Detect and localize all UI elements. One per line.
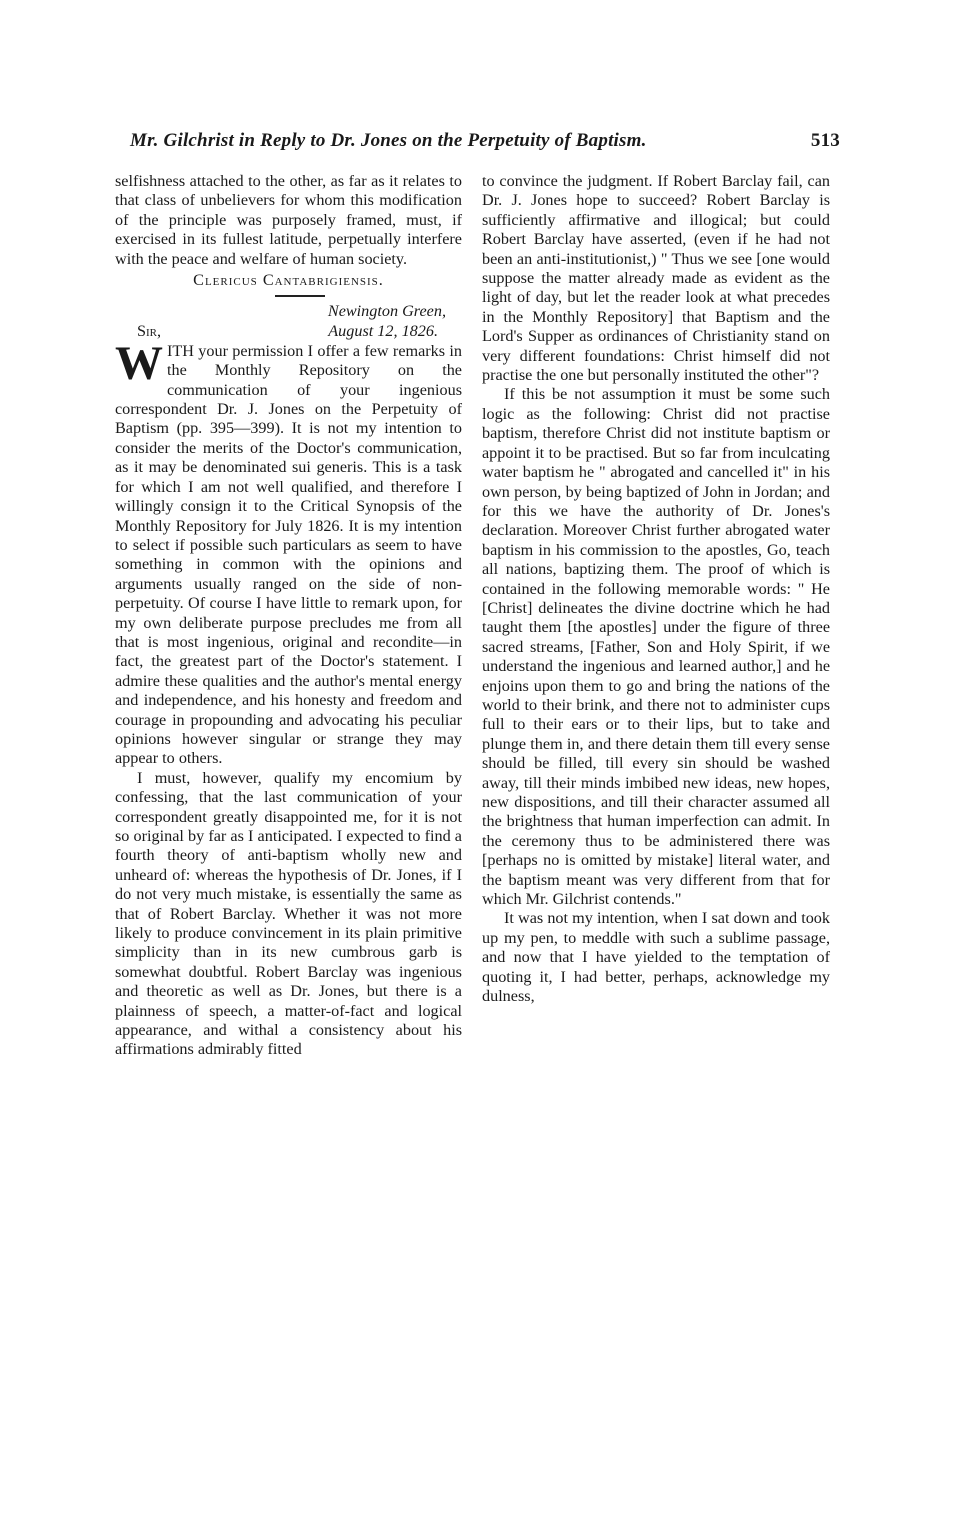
running-title: Mr. Gilchrist in Reply to Dr. Jones on the Perpetuity of Baptism. xyxy=(130,130,647,151)
running-header xyxy=(130,130,840,152)
paragraph: to convince the judgment. If Robert Barclay fail, can Dr. J. Jones hope to succeed? Robert Barclay is sufficiently affirmative and illogical; but could Robert Barclay have asserted, (even if he had not been an anti-institutionist,) " Thus we see [one would suppose the matter already made as evident as the light of day, but let the reader look at what precedes in the Monthly Repository] that Baptism and the Lord's Supper as ordinances of Christianity stand on very different foundations: Christ himself did not practise the one but personally instituted the other"? xyxy=(482,172,830,385)
left-column xyxy=(115,172,462,1060)
dateline-place: Newington Green, xyxy=(327,302,446,321)
separator-rule xyxy=(115,290,462,302)
opening-paragraph xyxy=(115,336,462,769)
paragraph: ITH your permission I offer a few remarks in the Monthly Repository on the communication of your ingenious correspondent Dr. J. Jones on the Perpetuity of Baptism (pp. 395—399). It is not my intention to consider the merits of the Doctor's communication, as it may be denominated sui generis. This is a task for which I am not well qualified, and therefore I willingly consign it to the Critical Synopsis of the Monthly Repository for July 1826. It is my intention to select if possible such particulars as seem to have something in common with the opinions and arguments usually ranged on the side of non-perpetuity. Of course I have little to remark upon, for my own deliberate purpose precludes me from all that is most ingenious, original and recondite—in fact, the greatest part of the Doctor's statement. I admire these qualities and the author's mental energy and independence, and his honesty and freedom and courage in propounding and advocating his peculiar opinions however singular or strange they may appear to others. xyxy=(115,341,462,768)
paragraph: It was not my intention, when I sat down and took up my pen, to meddle with such a sublime passage, and now that I have yielded to the temptation of quoting it, I had better, perhaps, acknowledge my dulness, xyxy=(482,909,830,1006)
paragraph: selfishness attached to the other, as far as it relates to that class of unbelievers for whom this modification of the principle was purposely framed, must, if exercised in its fullest latitude, perpetually interfere with the peace and welfare of human society. xyxy=(115,172,462,268)
right-column xyxy=(482,172,830,1006)
salutation-row xyxy=(115,322,462,342)
page-number: 513 xyxy=(810,130,840,151)
paragraph: If this be not assumption it must be some such logic as the following: Christ did not practise baptism, therefore Christ did not institute baptism or appoint it to be practised. But so far from inculcating water baptism he " abrogated and cancelled it" in his own person, by being baptized of John in Jordan; and for this we have the authority of Dr. Jones's declaration. Moreover Christ further abrogated water baptism in his commission to the apostles, Go, teach all nations, baptizing them. The proof of which is contained in the following memorable words: " He [Christ] delineates the divine doctrine which he had taught them [the apostles] under the figure of three sacred streams, [Father, Son and Holy Spirit, if we understand the ingenious and learned author,] and he enjoins upon them to go and bring the nations of the world to their brink, and there not to administer cups full to their ears or to their lips, but to take and plunge them in, and there detain them till every sense should be filled, till every sin should be washed away, till their minds imbibed new ideas, new hopes, new dispositions, and till their character assumed all the brightness that human imperfection can admit. In the ceremony thus to be administered there was [perhaps no is omitted by mistake] literal water, and the baptism meant was very different from that for which Mr. Gilchrist contends." xyxy=(482,385,830,909)
signature: Clericus Cantabrigiensis. xyxy=(193,271,384,290)
drop-cap: W xyxy=(115,336,163,390)
dateline-date: August 12, 1826. xyxy=(328,321,438,340)
paragraph: I must, however, qualify my encomium by confessing, that the last communication of your correspondent greatly disappointed me, for it is not so original by far as I anticipated. I expected to find a fourth theory of anti-baptism wholly new and unheard of: whereas the hypothesis of Dr. Jones, if I do not very much mistake, is essentially the same as that of Robert Barclay. Whether it was not more likely to produce convincement in its plain primitive simplicity than in its new cumbrous garb is somewhat doubtful. Robert Barclay was ingenious and theoretic as well as Dr. Jones, but there is a plainness of speech, a matter-of-fact and logical appearance, and withal a consistency about his affirmations admirably fitted xyxy=(115,768,462,1059)
salutation: Sir, xyxy=(137,321,162,340)
